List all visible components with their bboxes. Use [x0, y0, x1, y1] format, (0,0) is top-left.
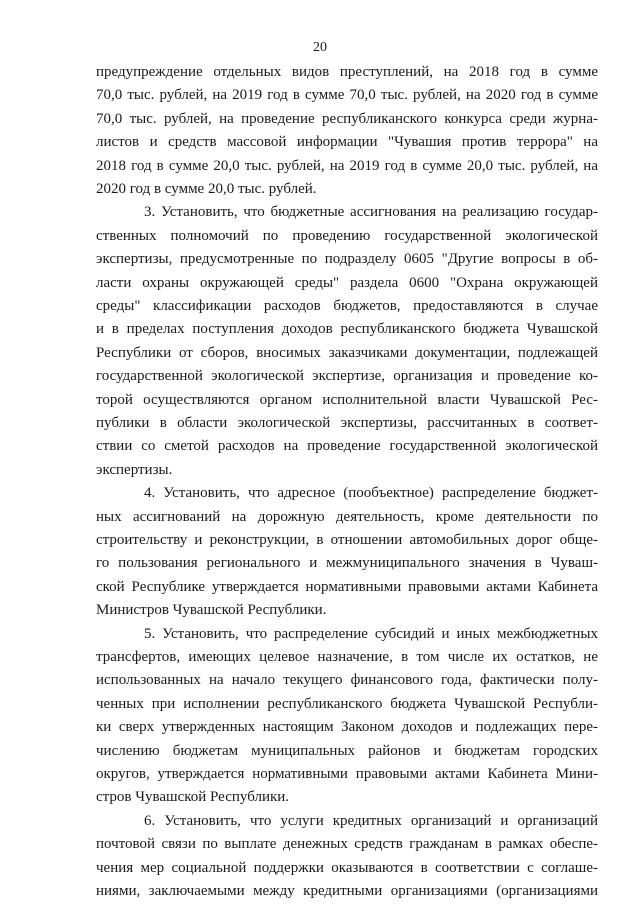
text-line: ных ассигнований на дорожную деятельность, кроме деятельности по: [96, 508, 598, 525]
text-line: 70,0 тыс. рублей, на 2019 год в сумме 70,0 тыс. рублей, на 2020 год в сумме: [96, 87, 598, 104]
text-line: 4. Установить, что адресное (пообъектное) распределение бюджет-: [144, 485, 598, 502]
text-line: ниями, заключаемыми между кредитными организациями (организациями: [96, 883, 598, 899]
text-line: экспертизы, предусмотренные по подразделу 0605 "Другие вопросы в об-: [96, 251, 598, 268]
text-line: ственных полномочий по проведению государственной экологической: [96, 227, 598, 244]
text-line: Республики от сборов, вносимых заказчиками документации, подлежащей: [96, 344, 598, 361]
text-line: среды" классификации расходов бюджетов, предоставляются в случае: [96, 298, 598, 314]
text-line: округов, утверждается нормативными правовыми актами Кабинета Мини-: [96, 766, 598, 782]
text-line: 3. Установить, что бюджетные ассигнования на реализацию государ-: [144, 204, 598, 221]
text-line: ки сверх утвержденных настоящим Законом доходов и подлежащих пере-: [96, 719, 598, 736]
text-line: ченных при исполнении республиканского бюджета Чувашской Республи-: [96, 695, 598, 712]
text-line: 2018 год в сумме 20,0 тыс. рублей, на 2019 год в сумме 20,0 тыс. рублей, на: [96, 157, 598, 174]
text-line: ствии со сметой расходов на проведение государственной экологической: [96, 438, 598, 455]
text-line: почтовой связи по выплате денежных средств гражданам в рамках обеспе-: [96, 836, 598, 853]
text-line: числению бюджетам муниципальных районов и бюджетам городских: [96, 742, 598, 759]
text-line: чения мер социальной поддержки оказываются в соответствии с соглаше-: [96, 859, 598, 876]
text-line: Министров Чувашской Республики.: [96, 602, 327, 619]
text-line: предупреждение отдельных видов преступлений, на 2018 год в сумме: [96, 64, 598, 80]
text-line: и в пределах поступления доходов республиканского бюджета Чувашской: [96, 321, 598, 338]
text-line: листов и средств массовой информации "Чувашия против террора" на: [96, 134, 598, 151]
text-line: строительству и реконструкции, в отношении автомобильных дорог обще-: [96, 532, 598, 548]
text-line: 70,0 тыс. рублей, на проведение республиканского конкурса среди журна-: [96, 110, 598, 127]
text-line: использованных на начало текущего финансового года, фактически полу-: [96, 672, 598, 689]
text-line: экспертизы.: [96, 461, 173, 478]
text-line: государственной экологической экспертизе, организация и проведение ко-: [96, 368, 598, 385]
text-line: 5. Установить, что распределение субсидий и иных межбюджетных: [144, 625, 598, 642]
text-line: 2020 год в сумме 20,0 тыс. рублей.: [96, 181, 317, 197]
text-line: го пользования регионального и межмуниципального значения в Чуваш-: [96, 555, 598, 572]
text-line: 6. Установить, что услуги кредитных организаций и организаций: [144, 812, 598, 829]
text-line: стров Чувашской Республики.: [96, 789, 290, 806]
text-line: ласти охраны окружающей среды" раздела 0600 "Охрана окружающей: [96, 274, 598, 291]
page-number: 20: [313, 40, 327, 55]
text-line: публики в области экологической экспертизы, рассчитанных в соответ-: [96, 415, 598, 431]
text-line: торой осуществляются органом исполнительной власти Чувашской Рес-: [96, 391, 598, 408]
text-line: ской Республике утверждается нормативными правовыми актами Кабинета: [96, 578, 598, 595]
text-line: трансфертов, имеющих целевое назначение, в том числе их остатков, не: [96, 649, 598, 665]
